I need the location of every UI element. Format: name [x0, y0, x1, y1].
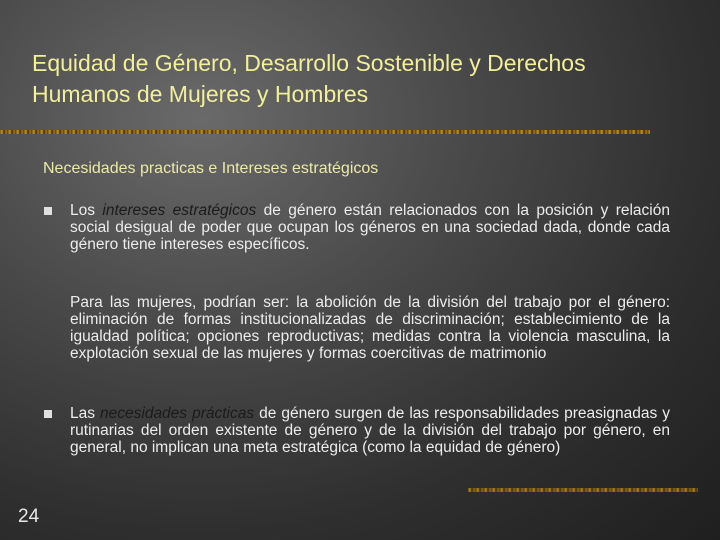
bullet-square-icon — [44, 410, 52, 418]
slide-subtitle: Necesidades practicas e Intereses estratégicos — [43, 160, 379, 177]
emphasis-necesidades: necesidades prácticas — [100, 405, 255, 422]
page-number: 24 — [18, 506, 40, 527]
top-divider — [0, 130, 650, 134]
bullet-paragraph-necesidades: Las necesidades prácticas de género surgen de las responsabilidades preasignadas y rutinarias del orden existente de género y de la división del trabajo por género, en general, no implican una meta estratégica (como la equidad de género) — [70, 405, 670, 456]
bullet-square-icon — [44, 207, 52, 215]
paragraph-para-las-mujeres: Para las mujeres, podrían ser: la abolición de la división del trabajo por el género: eliminación de formas institucionalizadas de discriminación; establecimiento de la igualdad política; opciones reproductivas; medidas contra la violencia masculina, la explotación sexual de las mujeres y formas coercitivas de matrimonio — [70, 294, 670, 362]
bullet-paragraph-intereses: Los intereses estratégicos de género están relacionados con la posición y relación social desigual de poder que ocupan los géneros en una sociedad dada, donde cada género tiene intereses específicos. — [70, 202, 670, 253]
slide-title: Equidad de Género, Desarrollo Sostenible y Derechos Humanos de Mujeres y Hombres — [32, 50, 586, 107]
bottom-divider — [468, 488, 698, 492]
emphasis-intereses: intereses estratégicos — [102, 202, 257, 219]
